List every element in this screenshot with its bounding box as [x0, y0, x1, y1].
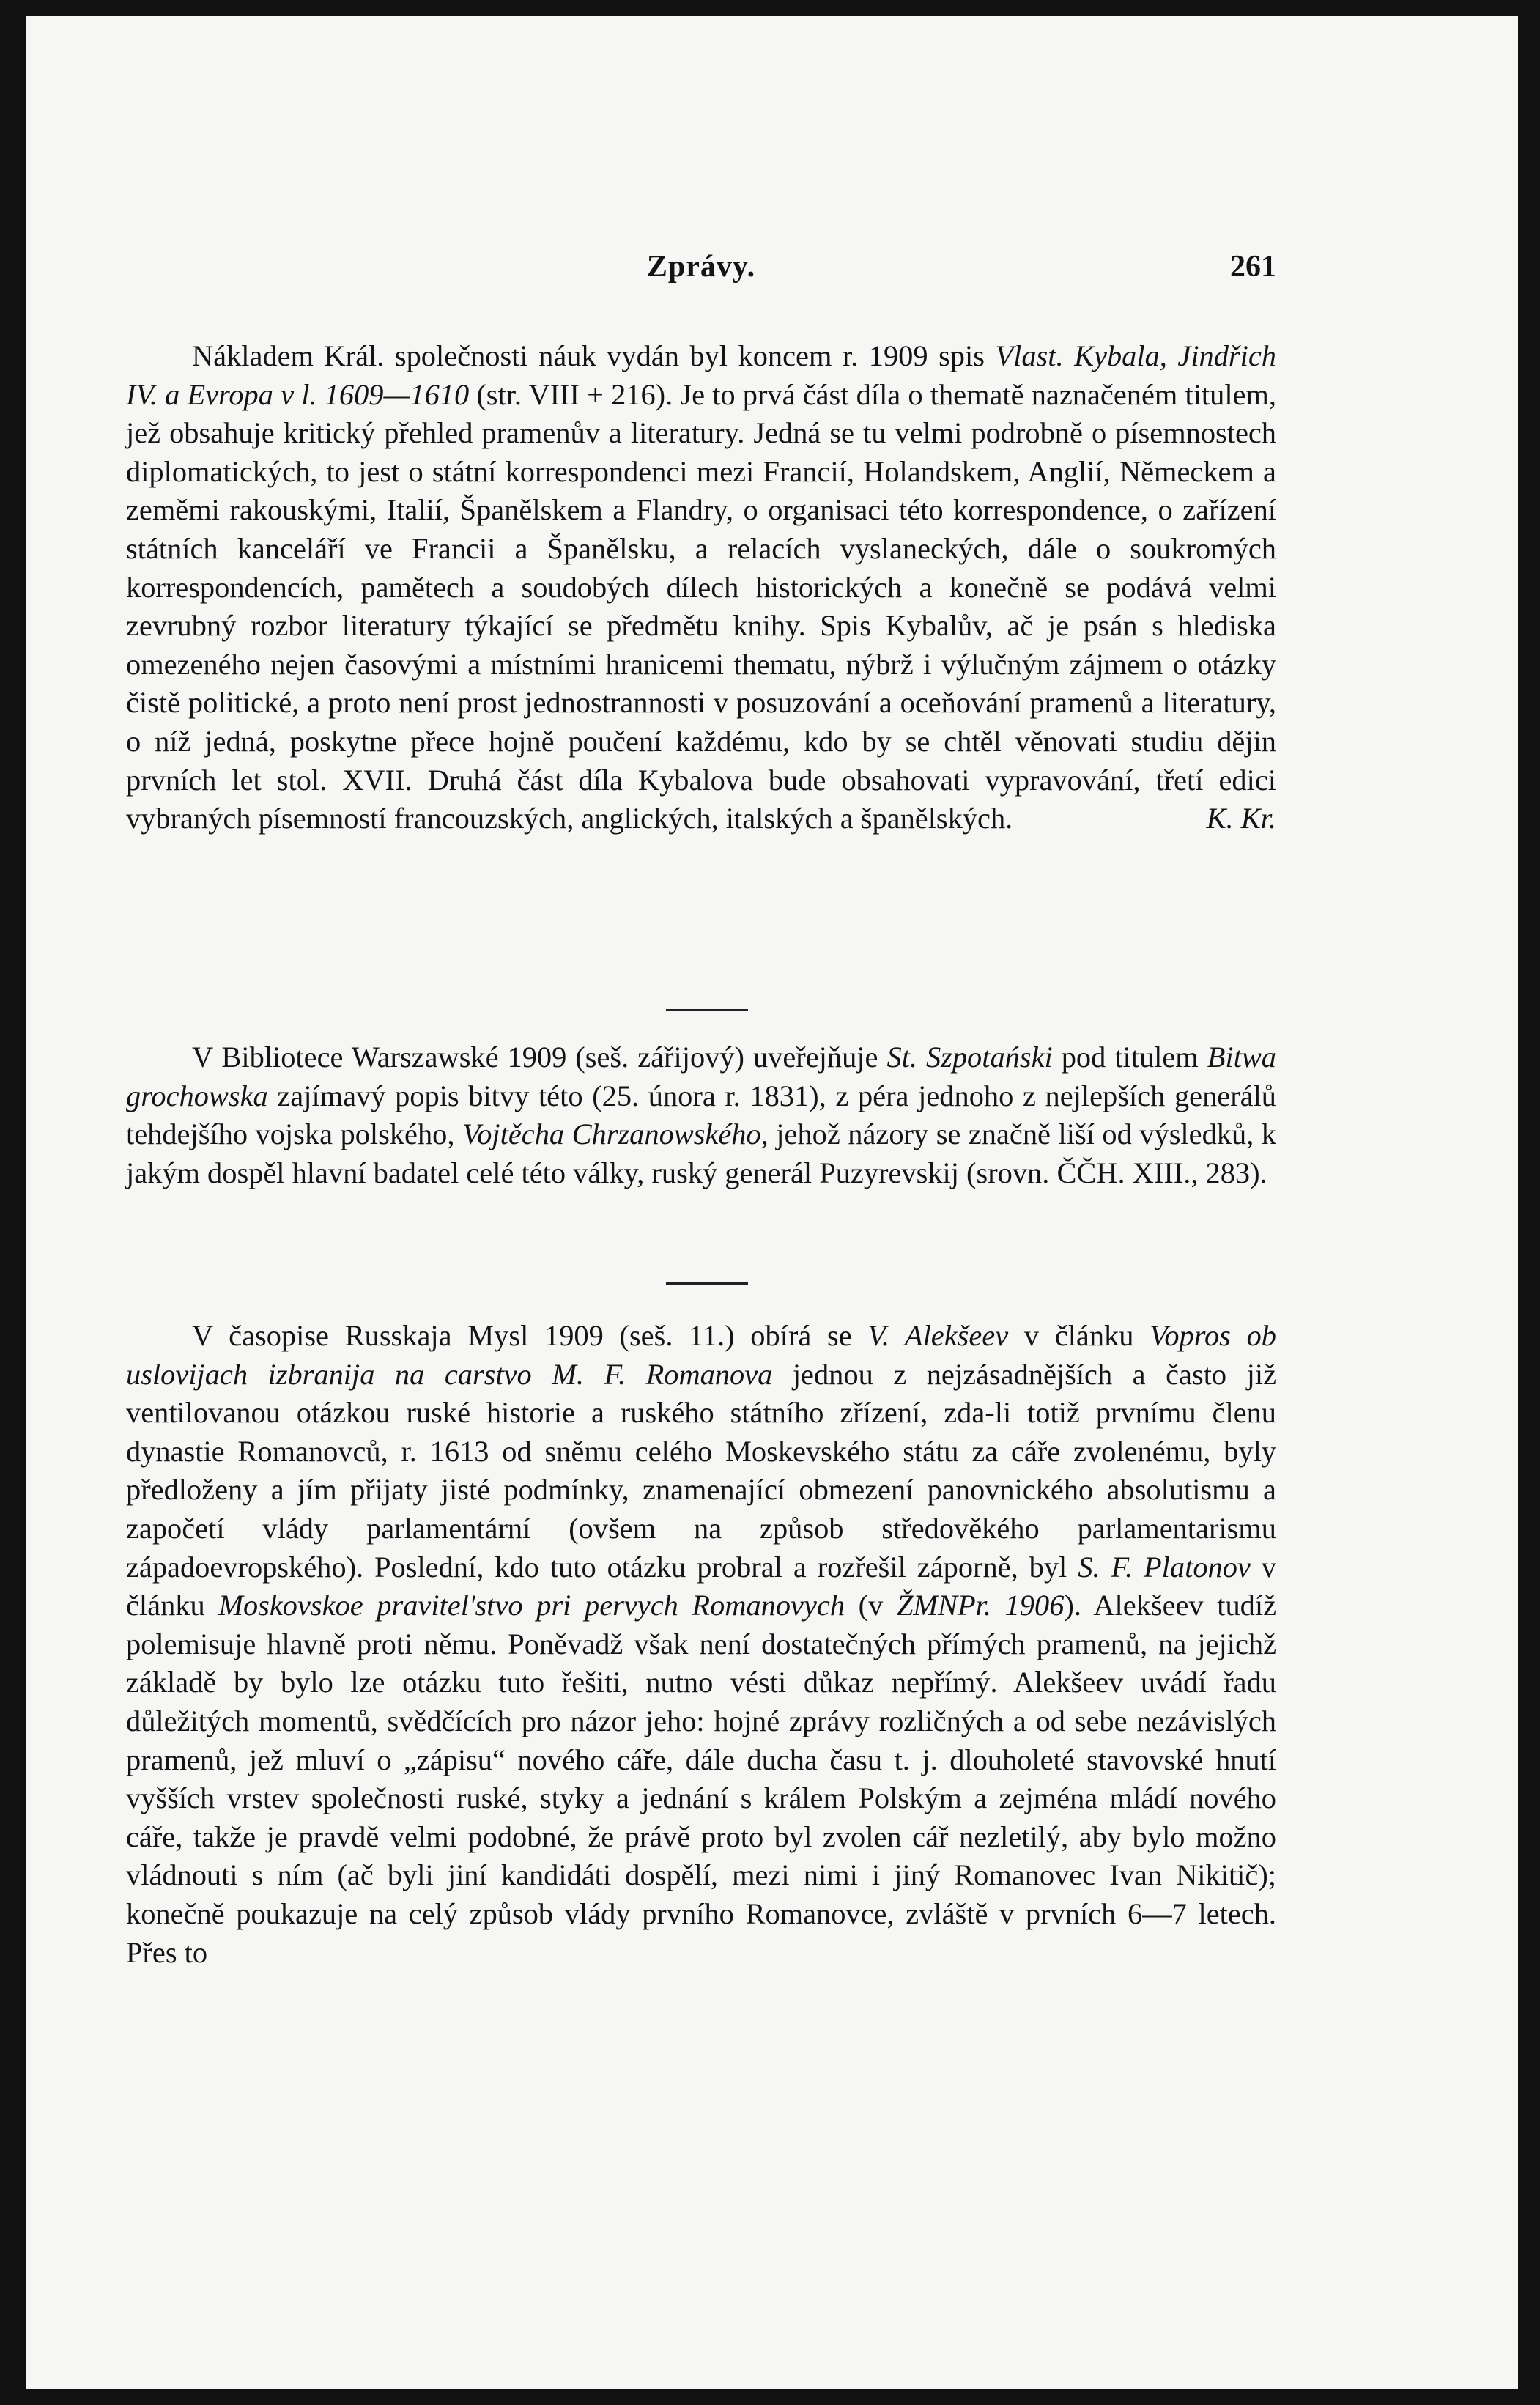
article-paragraph [126, 1038, 1276, 1192]
article-paragraph [126, 337, 1276, 838]
person-name: Vojtěcha Chrzanowského, [462, 1117, 769, 1151]
article-kybal [126, 337, 1276, 838]
running-header [126, 249, 1276, 293]
text-run: jehož názory se značně liší od výsledků, k jakým dospěl hlavní badatel celé této války, ruský generál Puzyrevskij (srovn. ČČH. XIII., 283). [126, 1117, 1276, 1189]
article-grochow [126, 1038, 1276, 1192]
article-paragraph [126, 1317, 1276, 1972]
section-title: Zprávy. [646, 250, 756, 284]
book-title: Vlast. Kybala, Jindřich IV. a Evropa v l. 1609—1610 [126, 339, 1276, 411]
text-run: v článku [1008, 1319, 1150, 1352]
author-name: S. F. Platonov [1078, 1550, 1251, 1584]
work-title: Bitwa grochowska [126, 1041, 1276, 1112]
author-name: St. Szpotański [886, 1041, 1053, 1074]
article-romanov [126, 1317, 1276, 1972]
section-divider [666, 1282, 748, 1285]
work-title: Moskovskoe pravitel'stvo pri pervych Romanovych [218, 1589, 845, 1622]
text-run: V časopise Russkaja Mysl 1909 (seš. 11.) obírá se [192, 1319, 868, 1352]
text-run: jednou z nejzásadnějších a často již ventilovanou otázkou ruské historie a ruského státního zřízení, zda-li totiž prvnímu členu dynastie Romanovců, r. 1613 od sněmu celého Moskevského státu za cáře zvolenému, byly předloženy a jím přijaty jisté podmínky, znamenající obmezení panovnického absolutismu a započetí vlády parlamentární (ovšem na způsob středověkého parlamentarismu západoevropského). Poslední, kdo tuto otázku probral a rozřešil záporně, byl [126, 1357, 1276, 1584]
signature: K. Kr. [1206, 802, 1276, 835]
page-number: 261 [1230, 250, 1276, 284]
text-run: pod titulem [1052, 1041, 1207, 1074]
text-run: ). Alekšeev tudíž polemisuje hlavně proti němu. Poněvadž však není dostatečných přímých pramenů, na jejichž základě by bylo lze otázku tuto řešiti, nutno vésti důkaz nepřímý. Alekšeev uvádí řadu důležitých momentů, svědčících pro názor jeho: hojné zprávy rozličných a od sebe nezávislých pramenů, jež mluví o „zápisu“ nového cáře, dále ducha času t. j. dlouholeté stavovské hnutí vyšších vrstev společnosti ruské, styky a jednání s králem Polským a zejména mládí nového cáře, takže je pravdě velmi podobné, že právě proto byl zvolen cář nezletilý, aby bylo možno vládnouti s ním (ač byli jiní kandidáti dospělí, mezi nimi i jiný Romanovec Ivan Nikitič); konečně poukazuje na celý způsob vlády prvního Romanovce, zvláště v prvních 6—7 letech. Přes to [126, 1589, 1277, 1969]
book-page [26, 16, 1518, 2389]
work-title: Vopros ob uslovijach izbranija na carstvo M. F. Romanova [126, 1319, 1276, 1391]
text-run: (str. VIII + 216). Je to prvá část díla o thematě naznačeném titulem, jež obsahuje kritický přehled pramenův a literatury. Jedná se tu velmi podrobně o písemnostech diplomatických, to jest o státní korrespondenci mezi Francií, Holandskem, Anglií, Německem a zeměmi rakouskými, Italií, Španělskem a Flandry, o organisaci této korrespondence, o zařízení státních kanceláří ve Francii a Španělsku, a relacích vyslaneckých, dále o soukromých korrespondencích, pamětech a soudobých dílech historických a konečně se podává velmi zevrubný rozbor literatury týkající se předmětu knihy. Spis Kybalův, ač je psán s hlediska omezeného nejen časovými a místními hranicemi thematu, nýbrž i výlučným zájmem o otázky čistě politické, a proto není prost jednostrannosti v posuzování a oceňování pramenů a literatury, o níž jedná, poskytne přece hojně poučení každému, kdo by se chtěl věnovati studiu dějin prvních let stol. XVII. Druhá část díla Kybalova bude obsahovati vypravování, třetí edici vybraných písemností francouzských, anglických, italských a španělských. [126, 377, 1277, 835]
journal-reference: ŽMNPr. 1906 [896, 1589, 1065, 1622]
section-divider [666, 1009, 748, 1011]
text-run: V Bibliotece Warszawské 1909 (seš. zářijový) uveřejňuje [192, 1041, 887, 1074]
author-name: V. Alekšeev [867, 1319, 1009, 1352]
text-run: zajímavý popis bitvy této (25. února r. 1831), z péra jednoho z nejlepších generálů tehdejšího vojska polského, [126, 1079, 1276, 1151]
text-run: Nákladem Král. společnosti náuk vydán byl koncem r. 1909 spis [192, 339, 996, 372]
text-run: v článku [126, 1550, 1276, 1622]
text-run: (v [845, 1589, 897, 1622]
